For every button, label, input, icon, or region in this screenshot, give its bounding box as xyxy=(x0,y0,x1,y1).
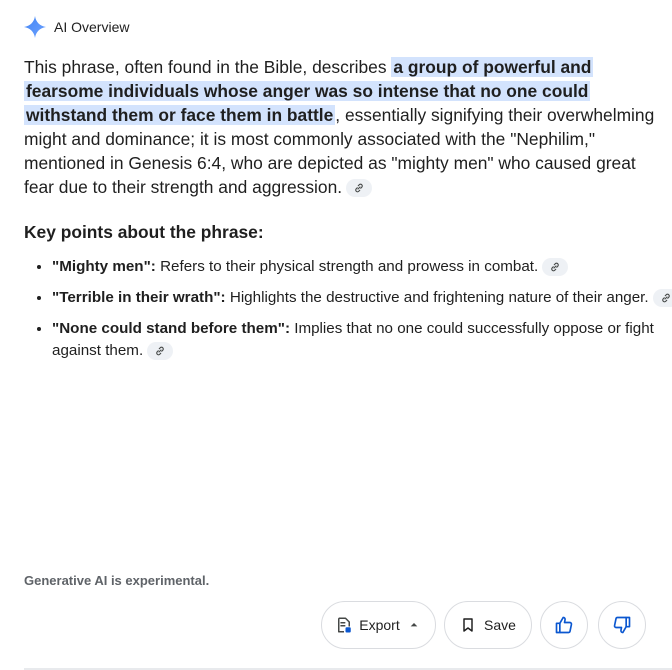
point-term: "Terrible in their wrath": xyxy=(52,289,226,306)
ai-overview-title: AI Overview xyxy=(54,19,130,35)
thumbs-up-button[interactable] xyxy=(540,601,588,649)
thumbs-down-button[interactable] xyxy=(598,601,646,649)
experimental-disclaimer: Generative AI is experimental. xyxy=(24,573,210,588)
highlighted-answer: a group of powerful and fearsome individuals whose anger was so intense that no one could withstand them or face them in battle xyxy=(26,57,592,125)
sparkle-icon xyxy=(24,16,46,38)
source-link-chip[interactable] xyxy=(653,289,672,307)
link-icon xyxy=(353,182,365,194)
save-button[interactable] xyxy=(444,601,532,649)
intro-text-after: , essentially signifying their overwhelming might and dominance; it is most commonly associated with the "Nephilim," mentioned in Genesis 6:4, who are depicted as "mighty men" who caused great fear due to their strength and aggression. xyxy=(24,105,655,197)
list-item xyxy=(52,256,672,278)
point-text: Highlights the destructive and frightening nature of their anger. xyxy=(225,289,649,306)
list-item xyxy=(52,287,672,309)
caret-up-icon xyxy=(406,617,422,633)
link-icon xyxy=(549,261,561,273)
point-term: "Mighty men": xyxy=(52,258,156,275)
point-term: "None could stand before them": xyxy=(52,320,291,337)
export-label: Export xyxy=(359,617,400,633)
source-link-chip[interactable] xyxy=(147,342,173,360)
point-text: Implies that no one could successfully oppose or fight against them. xyxy=(52,320,654,359)
source-link-chip[interactable] xyxy=(346,179,372,197)
link-icon xyxy=(660,292,672,304)
thumbs-down-icon xyxy=(612,615,632,635)
export-button[interactable] xyxy=(321,601,436,649)
ai-overview-header xyxy=(24,16,129,38)
link-icon xyxy=(154,345,166,357)
bookmark-icon xyxy=(460,617,476,633)
save-label: Save xyxy=(484,617,516,633)
source-link-chip[interactable] xyxy=(542,258,568,276)
export-doc-icon xyxy=(335,616,353,634)
list-item xyxy=(52,318,672,362)
intro-text-before: This phrase, often found in the Bible, describes xyxy=(24,57,392,77)
thumbs-up-icon xyxy=(554,615,574,635)
key-points-heading: Key points about the phrase: xyxy=(24,222,264,242)
point-text: Refers to their physical strength and prowess in combat. xyxy=(155,258,539,275)
overview-paragraph xyxy=(24,55,656,199)
key-points-list xyxy=(24,256,672,371)
